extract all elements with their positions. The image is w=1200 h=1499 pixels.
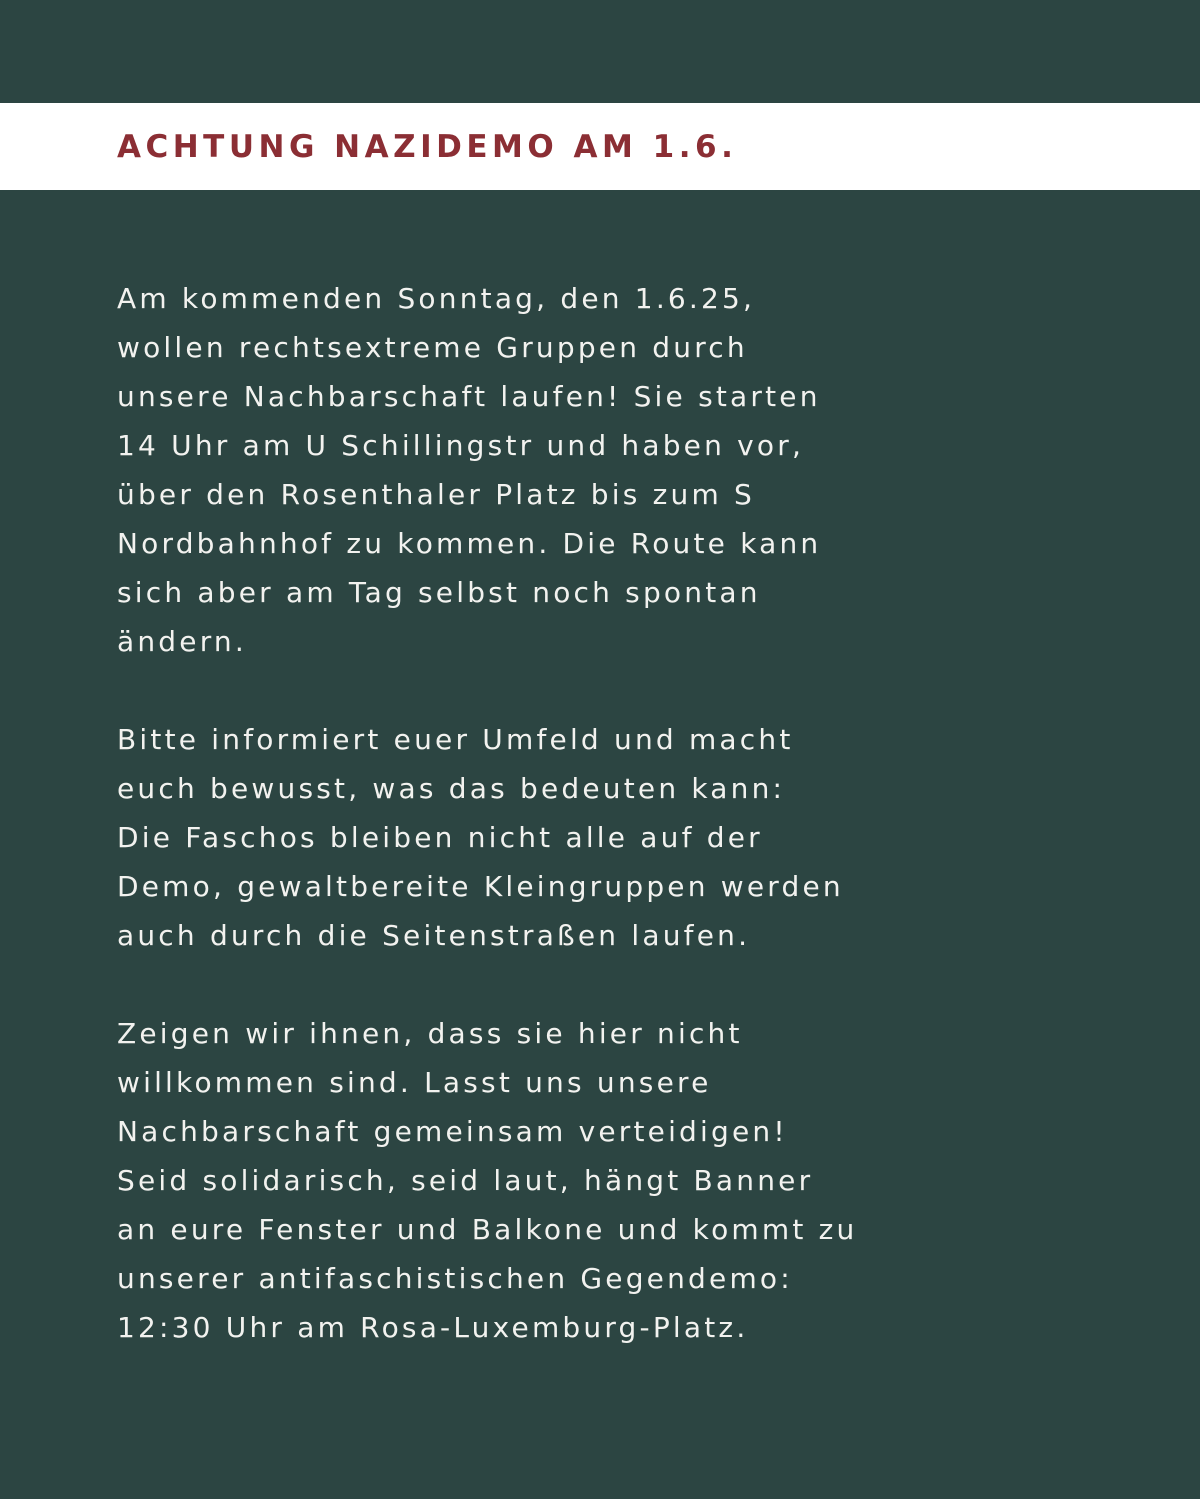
text-line: Seid solidarisch, seid laut, hängt Banner xyxy=(117,1164,814,1197)
text-line: Bitte informiert euer Umfeld und macht xyxy=(117,723,794,756)
text-line: über den Rosenthaler Platz bis zum S xyxy=(117,478,756,511)
text-line: Die Faschos bleiben nicht alle auf der xyxy=(117,821,763,854)
paragraph-call-to-action xyxy=(117,1009,1117,1352)
text-line: willkommen sind. Lasst uns unsere xyxy=(117,1066,712,1099)
header-band xyxy=(0,103,1200,190)
text-line: unserer antifaschistischen Gegendemo: xyxy=(117,1262,793,1295)
text-line: Nachbarschaft gemeinsam verteidigen! xyxy=(117,1115,788,1148)
page-title: ACHTUNG NAZIDEMO AM 1.6. xyxy=(117,129,738,165)
text-line: 12:30 Uhr am Rosa-Luxemburg-Platz. xyxy=(117,1311,749,1344)
paragraph-announcement xyxy=(117,274,1117,666)
text-line: Demo, gewaltbereite Kleingruppen werden xyxy=(117,870,844,903)
body-text xyxy=(117,274,1117,1352)
paragraph-warning xyxy=(117,715,1117,960)
text-line: unsere Nachbarschaft laufen! Sie starten xyxy=(117,380,821,413)
text-line: ändern. xyxy=(117,625,247,658)
text-line: sich aber am Tag selbst noch spontan xyxy=(117,576,761,609)
text-line: 14 Uhr am U Schillingstr und haben vor, xyxy=(117,429,805,462)
text-line: auch durch die Seitenstraßen laufen. xyxy=(117,919,751,952)
text-line: Zeigen wir ihnen, dass sie hier nicht xyxy=(117,1017,743,1050)
text-line: wollen rechtsextreme Gruppen durch xyxy=(117,331,748,364)
text-line: Am kommenden Sonntag, den 1.6.25, xyxy=(117,282,756,315)
text-line: euch bewusst, was das bedeuten kann: xyxy=(117,772,786,805)
text-line: Nordbahnhof zu kommen. Die Route kann xyxy=(117,527,822,560)
text-line: an eure Fenster und Balkone und kommt zu xyxy=(117,1213,858,1246)
